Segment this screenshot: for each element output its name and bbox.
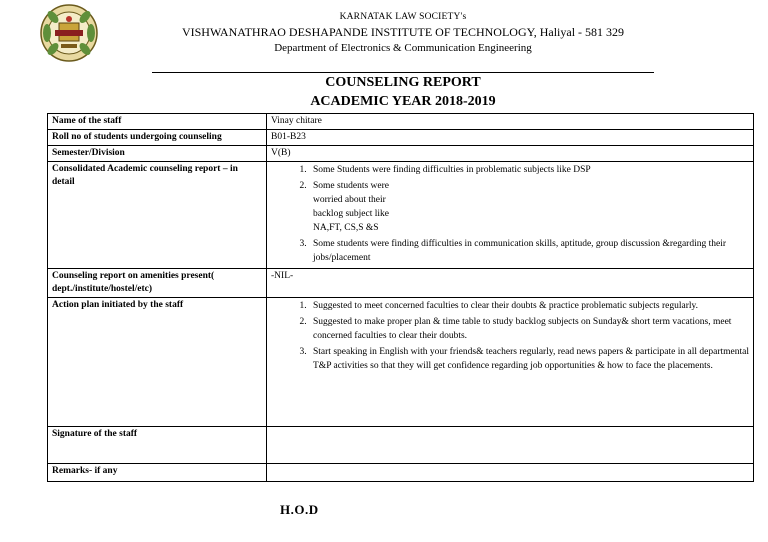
table-row-amenities xyxy=(48,269,754,298)
counseling-table xyxy=(47,113,754,482)
table-row-roll xyxy=(48,130,754,146)
header-divider xyxy=(152,72,654,73)
academic-list xyxy=(271,163,749,265)
hod-signature-label: H.O.D xyxy=(280,502,319,517)
institute-name: VISHWANATHRAO DESHAPANDE INSTITUTE OF TECHNOLOGY, Haliyal - 581 329 xyxy=(181,25,625,39)
signature-value xyxy=(267,427,754,464)
table-row-signature xyxy=(48,427,754,464)
staff-label: Name of the staff xyxy=(48,114,267,130)
table-row-action xyxy=(48,298,754,427)
table-row-academic xyxy=(48,162,754,269)
action-value xyxy=(267,298,754,427)
semester-label: Semester/Division xyxy=(48,146,267,162)
amenities-value: -NIL- xyxy=(267,269,754,298)
list-item: 3. Some students were finding difficulties in communication skills, aptitude, group discussion &regarding their jobs/placement xyxy=(309,237,749,265)
semester-value: V(B) xyxy=(267,146,754,162)
action-label: Action plan initiated by the staff xyxy=(48,298,267,427)
society-name: KARNATAK LAW SOCIETY's xyxy=(339,12,467,22)
table-row-semester xyxy=(48,146,754,162)
academic-year-title: ACADEMIC YEAR 2018-2019 xyxy=(310,94,496,109)
roll-label: Roll no of students undergoing counseling xyxy=(48,130,267,146)
academic-value xyxy=(267,162,754,269)
report-title: COUNSELING REPORT xyxy=(325,75,481,90)
department-name: Department of Electronics & Communication Engineering xyxy=(274,42,532,54)
list-item: 1. Suggested to meet concerned faculties to clear their doubts & practice problematic subjects regularly. xyxy=(309,299,749,313)
staff-value: Vinay chitare xyxy=(267,114,754,130)
table-row-staff xyxy=(48,114,754,130)
signature-label: Signature of the staff xyxy=(48,427,267,464)
remarks-label: Remarks- if any xyxy=(48,464,267,482)
list-item: 1. Some Students were finding difficulties in problematic subjects like DSP xyxy=(309,163,749,177)
list-item: 2. Suggested to make proper plan & time table to study backlog subjects on Sunday& short term vacations, meet concerned faculties to clear their doubts. xyxy=(309,315,749,343)
list-item: 2. Some students were worried about their backlog subject like NA,FT, CS,S &S xyxy=(309,179,749,235)
roll-value: B01-B23 xyxy=(267,130,754,146)
remarks-value xyxy=(267,464,754,482)
amenities-label: Counseling report on amenities present( dept./institute/hostel/etc) xyxy=(48,269,267,298)
list-item: 3. Start speaking in English with your friends& teachers regularly, read news papers & participate in all departmental T&P activities so that they will get confidence regarding job opportunities & how to face the placements. xyxy=(309,345,749,373)
table-row-remarks xyxy=(48,464,754,482)
action-list xyxy=(271,299,749,373)
academic-label: Consolidated Academic counseling report – in detail xyxy=(48,162,267,269)
